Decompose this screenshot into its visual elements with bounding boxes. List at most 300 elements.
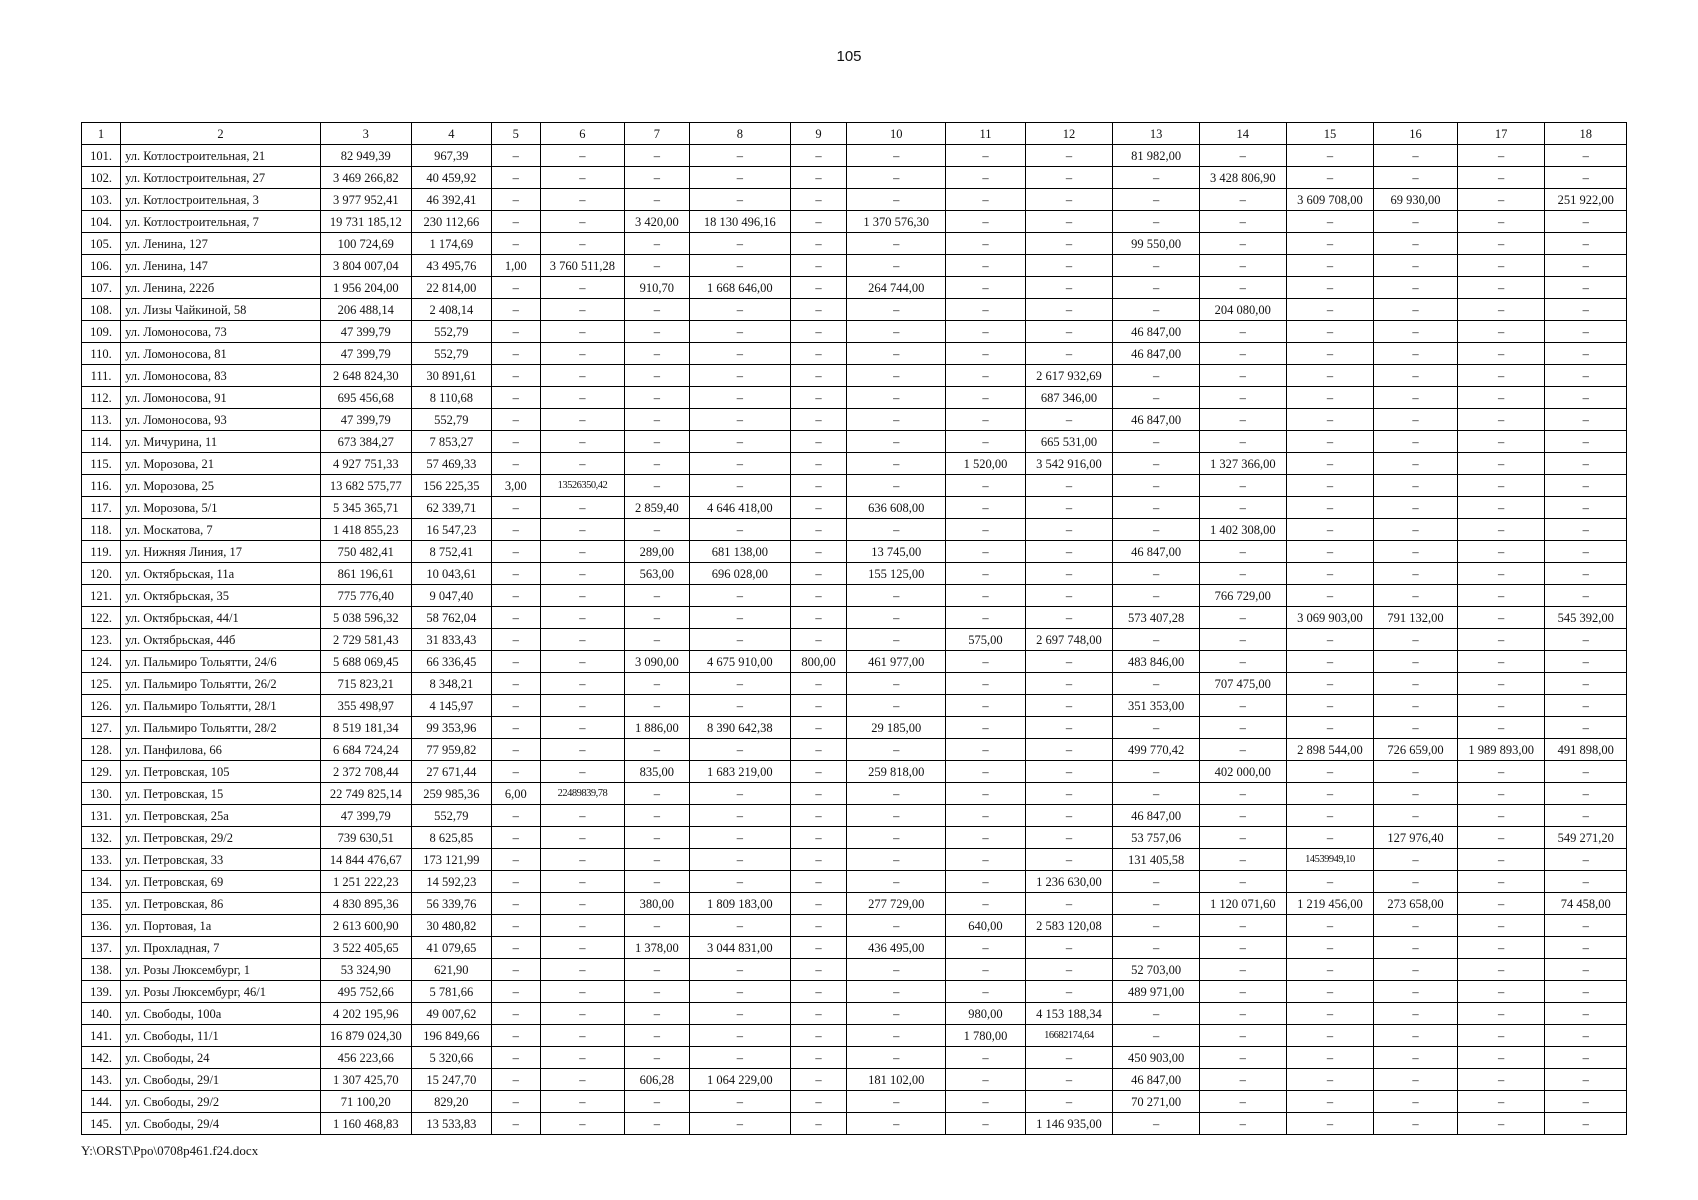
address-cell: ул. Петровская, 15 — [121, 783, 321, 805]
address-cell: ул. Мичурина, 11 — [121, 431, 321, 453]
value-cell-col-17: – — [1457, 189, 1545, 211]
value-cell-col-16: – — [1374, 871, 1457, 893]
value-cell-col-8: 3 044 831,00 — [689, 937, 790, 959]
value-cell-col-16: – — [1374, 145, 1457, 167]
value-cell-col-7: – — [625, 1025, 689, 1047]
value-cell-col-7: – — [625, 981, 689, 1003]
table-row — [82, 255, 1627, 277]
value-cell-col-8: 1 668 646,00 — [689, 277, 790, 299]
address-cell: ул. Морозова, 21 — [121, 453, 321, 475]
value-cell-col-16: – — [1374, 343, 1457, 365]
value-cell-col-12: 4 153 188,34 — [1025, 1003, 1113, 1025]
value-cell-col-9: – — [791, 695, 847, 717]
value-cell-col-15: – — [1286, 453, 1374, 475]
value-cell-col-7: – — [625, 629, 689, 651]
value-cell-col-12: – — [1025, 145, 1113, 167]
value-cell-col-12: – — [1025, 255, 1113, 277]
value-cell-col-16: – — [1374, 233, 1457, 255]
value-cell-col-9: – — [791, 167, 847, 189]
value-cell-col-15: – — [1286, 167, 1374, 189]
value-cell-col-6: – — [540, 1091, 625, 1113]
value-cell-col-11: 1 780,00 — [946, 1025, 1025, 1047]
value-cell-col-5: – — [492, 519, 541, 541]
value-cell-col-13: 499 770,42 — [1113, 739, 1200, 761]
value-cell-col-5: – — [492, 871, 541, 893]
value-cell-col-12: – — [1025, 497, 1113, 519]
value-cell-col-18: – — [1545, 541, 1627, 563]
value-cell-col-7: – — [625, 1003, 689, 1025]
value-cell-col-17: – — [1457, 519, 1545, 541]
value-cell-col-3: 456 223,66 — [320, 1047, 411, 1069]
value-cell-col-17: – — [1457, 959, 1545, 981]
value-cell-col-11: – — [946, 233, 1025, 255]
value-cell-col-10: – — [847, 1113, 946, 1135]
value-cell-col-10: – — [847, 519, 946, 541]
value-cell-col-6: – — [540, 1003, 625, 1025]
value-cell-col-10: – — [847, 343, 946, 365]
value-cell-col-16: – — [1374, 1113, 1457, 1135]
value-cell-col-7: – — [625, 673, 689, 695]
value-cell-col-10: – — [847, 145, 946, 167]
value-cell-col-17: – — [1457, 343, 1545, 365]
value-cell-col-6: – — [540, 453, 625, 475]
value-cell-col-5: – — [492, 761, 541, 783]
value-cell-col-3: 47 399,79 — [320, 805, 411, 827]
value-cell-col-7: – — [625, 871, 689, 893]
value-cell-col-12: – — [1025, 585, 1113, 607]
row-number-cell: 141. — [82, 1025, 121, 1047]
value-cell-col-8: – — [689, 695, 790, 717]
value-cell-col-6: 3 760 511,28 — [540, 255, 625, 277]
value-cell-col-11: – — [946, 937, 1025, 959]
footer-file-path: Y:\ORST\Ppo\0708p461.f24.docx — [81, 1143, 259, 1158]
value-cell-col-3: 1 160 468,83 — [320, 1113, 411, 1135]
value-cell-col-6: – — [540, 519, 625, 541]
value-cell-col-5: 6,00 — [492, 783, 541, 805]
value-cell-col-6: – — [540, 673, 625, 695]
value-cell-col-3: 4 202 195,96 — [320, 1003, 411, 1025]
value-cell-col-10: – — [847, 871, 946, 893]
row-number-cell: 124. — [82, 651, 121, 673]
row-number-cell: 101. — [82, 145, 121, 167]
value-cell-col-17: 1 989 893,00 — [1457, 739, 1545, 761]
value-cell-col-12: 3 542 916,00 — [1025, 453, 1113, 475]
value-cell-col-9: – — [791, 475, 847, 497]
value-cell-col-8: – — [689, 739, 790, 761]
value-cell-col-10: 29 185,00 — [847, 717, 946, 739]
value-cell-col-8: – — [689, 343, 790, 365]
value-cell-col-15: – — [1286, 387, 1374, 409]
value-cell-col-10: – — [847, 167, 946, 189]
table-row — [82, 563, 1627, 585]
value-cell-col-12: – — [1025, 1047, 1113, 1069]
value-cell-col-6: – — [540, 849, 625, 871]
value-cell-col-3: 4 927 751,33 — [320, 453, 411, 475]
value-cell-col-7: – — [625, 519, 689, 541]
value-cell-col-17: – — [1457, 145, 1545, 167]
value-cell-col-14: – — [1199, 1069, 1286, 1091]
table-row — [82, 343, 1627, 365]
value-cell-col-18: 491 898,00 — [1545, 739, 1627, 761]
column-header-1: 1 — [82, 123, 121, 145]
value-cell-col-17: – — [1457, 981, 1545, 1003]
table-row — [82, 827, 1627, 849]
row-number-cell: 105. — [82, 233, 121, 255]
value-cell-col-6: – — [540, 189, 625, 211]
value-cell-col-17: – — [1457, 563, 1545, 585]
table-row — [82, 651, 1627, 673]
value-cell-col-6: – — [540, 805, 625, 827]
value-cell-col-5: – — [492, 1069, 541, 1091]
value-cell-col-14: 204 080,00 — [1199, 299, 1286, 321]
value-cell-col-9: – — [791, 299, 847, 321]
value-cell-col-13: – — [1113, 1025, 1200, 1047]
value-cell-col-12: – — [1025, 475, 1113, 497]
value-cell-col-10: – — [847, 387, 946, 409]
address-cell: ул. Морозова, 25 — [121, 475, 321, 497]
value-cell-col-4: 259 985,36 — [411, 783, 491, 805]
row-number-cell: 122. — [82, 607, 121, 629]
value-cell-col-14: – — [1199, 1047, 1286, 1069]
value-cell-col-13: 351 353,00 — [1113, 695, 1200, 717]
value-cell-col-8: 696 028,00 — [689, 563, 790, 585]
value-cell-col-16: – — [1374, 585, 1457, 607]
address-cell: ул. Ленина, 127 — [121, 233, 321, 255]
value-cell-col-5: – — [492, 145, 541, 167]
value-cell-col-7: – — [625, 409, 689, 431]
table-header-row — [82, 123, 1627, 145]
value-cell-col-8: – — [689, 981, 790, 1003]
value-cell-col-16: – — [1374, 453, 1457, 475]
value-cell-col-15: – — [1286, 497, 1374, 519]
value-cell-col-14: – — [1199, 783, 1286, 805]
row-number-cell: 144. — [82, 1091, 121, 1113]
value-cell-col-9: – — [791, 739, 847, 761]
value-cell-col-13: 70 271,00 — [1113, 1091, 1200, 1113]
value-cell-col-18: – — [1545, 321, 1627, 343]
value-cell-col-14: – — [1199, 343, 1286, 365]
value-cell-col-16: – — [1374, 475, 1457, 497]
value-cell-col-11: – — [946, 277, 1025, 299]
column-header-4: 4 — [411, 123, 491, 145]
value-cell-col-13: – — [1113, 255, 1200, 277]
value-cell-col-9: – — [791, 277, 847, 299]
value-cell-col-11: – — [946, 805, 1025, 827]
value-cell-col-5: – — [492, 497, 541, 519]
value-cell-col-7: – — [625, 145, 689, 167]
value-cell-col-18: – — [1545, 453, 1627, 475]
value-cell-col-14: – — [1199, 717, 1286, 739]
value-cell-col-17: – — [1457, 673, 1545, 695]
value-cell-col-3: 71 100,20 — [320, 1091, 411, 1113]
value-cell-col-15: – — [1286, 1113, 1374, 1135]
value-cell-col-11: – — [946, 189, 1025, 211]
value-cell-col-5: – — [492, 365, 541, 387]
value-cell-col-16: – — [1374, 497, 1457, 519]
value-cell-col-12: – — [1025, 1091, 1113, 1113]
value-cell-col-8: 1 809 183,00 — [689, 893, 790, 915]
value-cell-col-5: – — [492, 651, 541, 673]
value-cell-col-16: – — [1374, 717, 1457, 739]
value-cell-col-3: 750 482,41 — [320, 541, 411, 563]
value-cell-col-12: 2 617 932,69 — [1025, 365, 1113, 387]
value-cell-col-15: – — [1286, 1047, 1374, 1069]
address-cell: ул. Прохладная, 7 — [121, 937, 321, 959]
value-cell-col-4: 49 007,62 — [411, 1003, 491, 1025]
value-cell-col-18: – — [1545, 849, 1627, 871]
value-cell-col-4: 829,20 — [411, 1091, 491, 1113]
value-cell-col-16: 791 132,00 — [1374, 607, 1457, 629]
value-cell-col-8: – — [689, 189, 790, 211]
value-cell-col-16: – — [1374, 277, 1457, 299]
address-cell: ул. Петровская, 69 — [121, 871, 321, 893]
row-number-cell: 143. — [82, 1069, 121, 1091]
value-cell-col-13: – — [1113, 189, 1200, 211]
value-cell-col-10: – — [847, 409, 946, 431]
value-cell-col-16: – — [1374, 673, 1457, 695]
value-cell-col-13: 46 847,00 — [1113, 343, 1200, 365]
value-cell-col-8: – — [689, 827, 790, 849]
value-cell-col-10: – — [847, 695, 946, 717]
value-cell-col-14: – — [1199, 805, 1286, 827]
table-row — [82, 475, 1627, 497]
value-cell-col-3: 1 418 855,23 — [320, 519, 411, 541]
value-cell-col-13: – — [1113, 563, 1200, 585]
value-cell-col-13: 46 847,00 — [1113, 805, 1200, 827]
value-cell-col-5: – — [492, 981, 541, 1003]
value-cell-col-3: 3 977 952,41 — [320, 189, 411, 211]
value-cell-col-12: – — [1025, 783, 1113, 805]
column-header-10: 10 — [847, 123, 946, 145]
value-cell-col-3: 2 729 581,43 — [320, 629, 411, 651]
address-cell: ул. Петровская, 25а — [121, 805, 321, 827]
value-cell-col-3: 47 399,79 — [320, 409, 411, 431]
value-cell-col-4: 30 480,82 — [411, 915, 491, 937]
value-cell-col-15: 14539949,10 — [1286, 849, 1374, 871]
value-cell-col-7: 563,00 — [625, 563, 689, 585]
value-cell-col-12: 2 697 748,00 — [1025, 629, 1113, 651]
value-cell-col-14: – — [1199, 1113, 1286, 1135]
value-cell-col-9: – — [791, 1069, 847, 1091]
table-row — [82, 277, 1627, 299]
address-cell: ул. Свободы, 29/1 — [121, 1069, 321, 1091]
value-cell-col-17: – — [1457, 1047, 1545, 1069]
value-cell-col-15: – — [1286, 629, 1374, 651]
table-row — [82, 519, 1627, 541]
value-cell-col-11: 575,00 — [946, 629, 1025, 651]
value-cell-col-13: 52 703,00 — [1113, 959, 1200, 981]
value-cell-col-14: – — [1199, 695, 1286, 717]
value-cell-col-6: – — [540, 915, 625, 937]
value-cell-col-13: 53 757,06 — [1113, 827, 1200, 849]
value-cell-col-9: – — [791, 783, 847, 805]
value-cell-col-4: 62 339,71 — [411, 497, 491, 519]
value-cell-col-17: – — [1457, 871, 1545, 893]
value-cell-col-15: – — [1286, 1069, 1374, 1091]
column-header-15: 15 — [1286, 123, 1374, 145]
value-cell-col-15: – — [1286, 717, 1374, 739]
value-cell-col-15: – — [1286, 585, 1374, 607]
value-cell-col-4: 43 495,76 — [411, 255, 491, 277]
value-cell-col-12: – — [1025, 893, 1113, 915]
value-cell-col-6: – — [540, 1047, 625, 1069]
value-cell-col-4: 8 348,21 — [411, 673, 491, 695]
value-cell-col-17: – — [1457, 255, 1545, 277]
value-cell-col-7: – — [625, 739, 689, 761]
table-row — [82, 783, 1627, 805]
value-cell-col-11: – — [946, 585, 1025, 607]
value-cell-col-15: – — [1286, 563, 1374, 585]
value-cell-col-5: – — [492, 541, 541, 563]
value-cell-col-10: – — [847, 849, 946, 871]
value-cell-col-12: – — [1025, 739, 1113, 761]
value-cell-col-6: – — [540, 167, 625, 189]
value-cell-col-7: – — [625, 343, 689, 365]
value-cell-col-4: 967,39 — [411, 145, 491, 167]
value-cell-col-15: – — [1286, 651, 1374, 673]
value-cell-col-4: 15 247,70 — [411, 1069, 491, 1091]
value-cell-col-17: – — [1457, 277, 1545, 299]
row-number-cell: 138. — [82, 959, 121, 981]
value-cell-col-12: 665 531,00 — [1025, 431, 1113, 453]
value-cell-col-15: – — [1286, 981, 1374, 1003]
value-cell-col-18: – — [1545, 673, 1627, 695]
value-cell-col-7: – — [625, 1091, 689, 1113]
value-cell-col-4: 552,79 — [411, 321, 491, 343]
address-cell: ул. Розы Люксембург, 46/1 — [121, 981, 321, 1003]
value-cell-col-11: 980,00 — [946, 1003, 1025, 1025]
value-cell-col-3: 6 684 724,24 — [320, 739, 411, 761]
value-cell-col-4: 41 079,65 — [411, 937, 491, 959]
value-cell-col-9: – — [791, 321, 847, 343]
value-cell-col-9: – — [791, 1025, 847, 1047]
table-row — [82, 673, 1627, 695]
value-cell-col-16: – — [1374, 365, 1457, 387]
value-cell-col-13: 450 903,00 — [1113, 1047, 1200, 1069]
value-cell-col-14: – — [1199, 277, 1286, 299]
value-cell-col-3: 16 879 024,30 — [320, 1025, 411, 1047]
value-cell-col-4: 2 408,14 — [411, 299, 491, 321]
value-cell-col-7: – — [625, 783, 689, 805]
value-cell-col-17: – — [1457, 937, 1545, 959]
value-cell-col-3: 495 752,66 — [320, 981, 411, 1003]
value-cell-col-8: – — [689, 607, 790, 629]
value-cell-col-7: – — [625, 585, 689, 607]
value-cell-col-3: 739 630,51 — [320, 827, 411, 849]
value-cell-col-15: 1 219 456,00 — [1286, 893, 1374, 915]
column-header-11: 11 — [946, 123, 1025, 145]
value-cell-col-5: – — [492, 959, 541, 981]
row-number-cell: 106. — [82, 255, 121, 277]
value-cell-col-16: – — [1374, 629, 1457, 651]
value-cell-col-18: – — [1545, 1047, 1627, 1069]
column-header-18: 18 — [1545, 123, 1627, 145]
row-number-cell: 129. — [82, 761, 121, 783]
value-cell-col-6: – — [540, 651, 625, 673]
value-cell-col-15: – — [1286, 145, 1374, 167]
value-cell-col-11: – — [946, 409, 1025, 431]
value-cell-col-17: – — [1457, 783, 1545, 805]
value-cell-col-15: – — [1286, 299, 1374, 321]
value-cell-col-4: 552,79 — [411, 805, 491, 827]
value-cell-col-8: – — [689, 365, 790, 387]
table-row — [82, 365, 1627, 387]
value-cell-col-15: – — [1286, 475, 1374, 497]
value-cell-col-17: – — [1457, 695, 1545, 717]
value-cell-col-8: 1 064 229,00 — [689, 1069, 790, 1091]
value-cell-col-6: 13526350,42 — [540, 475, 625, 497]
column-header-17: 17 — [1457, 123, 1545, 145]
value-cell-col-16: – — [1374, 1003, 1457, 1025]
value-cell-col-4: 58 762,04 — [411, 607, 491, 629]
value-cell-col-9: – — [791, 431, 847, 453]
value-cell-col-8: – — [689, 959, 790, 981]
value-cell-col-15: – — [1286, 937, 1374, 959]
value-cell-col-3: 2 648 824,30 — [320, 365, 411, 387]
value-cell-col-13: 46 847,00 — [1113, 409, 1200, 431]
value-cell-col-9: – — [791, 1113, 847, 1135]
column-header-2: 2 — [121, 123, 321, 145]
value-cell-col-3: 695 456,68 — [320, 387, 411, 409]
value-cell-col-4: 156 225,35 — [411, 475, 491, 497]
value-cell-col-18: – — [1545, 233, 1627, 255]
value-cell-col-11: – — [946, 321, 1025, 343]
value-cell-col-5: – — [492, 695, 541, 717]
row-number-cell: 126. — [82, 695, 121, 717]
value-cell-col-11: – — [946, 871, 1025, 893]
value-cell-col-16: – — [1374, 387, 1457, 409]
value-cell-col-4: 10 043,61 — [411, 563, 491, 585]
value-cell-col-14: – — [1199, 233, 1286, 255]
value-cell-col-10: – — [847, 365, 946, 387]
value-cell-col-9: – — [791, 1003, 847, 1025]
value-cell-col-8: – — [689, 409, 790, 431]
value-cell-col-8: – — [689, 1047, 790, 1069]
value-cell-col-7: – — [625, 233, 689, 255]
value-cell-col-13: – — [1113, 431, 1200, 453]
value-cell-col-13: 131 405,58 — [1113, 849, 1200, 871]
value-cell-col-5: 3,00 — [492, 475, 541, 497]
value-cell-col-13: – — [1113, 365, 1200, 387]
value-cell-col-4: 9 047,40 — [411, 585, 491, 607]
value-cell-col-5: – — [492, 189, 541, 211]
value-cell-col-5: – — [492, 827, 541, 849]
value-cell-col-12: – — [1025, 343, 1113, 365]
value-cell-col-8: 4 646 418,00 — [689, 497, 790, 519]
value-cell-col-11: – — [946, 1113, 1025, 1135]
value-cell-col-12: – — [1025, 959, 1113, 981]
value-cell-col-6: – — [540, 409, 625, 431]
table-row — [82, 1047, 1627, 1069]
value-cell-col-15: – — [1286, 871, 1374, 893]
table-row — [82, 981, 1627, 1003]
value-cell-col-4: 5 320,66 — [411, 1047, 491, 1069]
table-row — [82, 629, 1627, 651]
value-cell-col-14: – — [1199, 915, 1286, 937]
value-cell-col-8: – — [689, 519, 790, 541]
value-cell-col-17: – — [1457, 1003, 1545, 1025]
value-cell-col-8: – — [689, 431, 790, 453]
value-cell-col-13: – — [1113, 211, 1200, 233]
address-cell: ул. Петровская, 105 — [121, 761, 321, 783]
table-row — [82, 739, 1627, 761]
value-cell-col-6: – — [540, 277, 625, 299]
value-cell-col-11: – — [946, 475, 1025, 497]
value-cell-col-17: – — [1457, 1069, 1545, 1091]
value-cell-col-3: 3 522 405,65 — [320, 937, 411, 959]
value-cell-col-6: – — [540, 607, 625, 629]
value-cell-col-18: 545 392,00 — [1545, 607, 1627, 629]
